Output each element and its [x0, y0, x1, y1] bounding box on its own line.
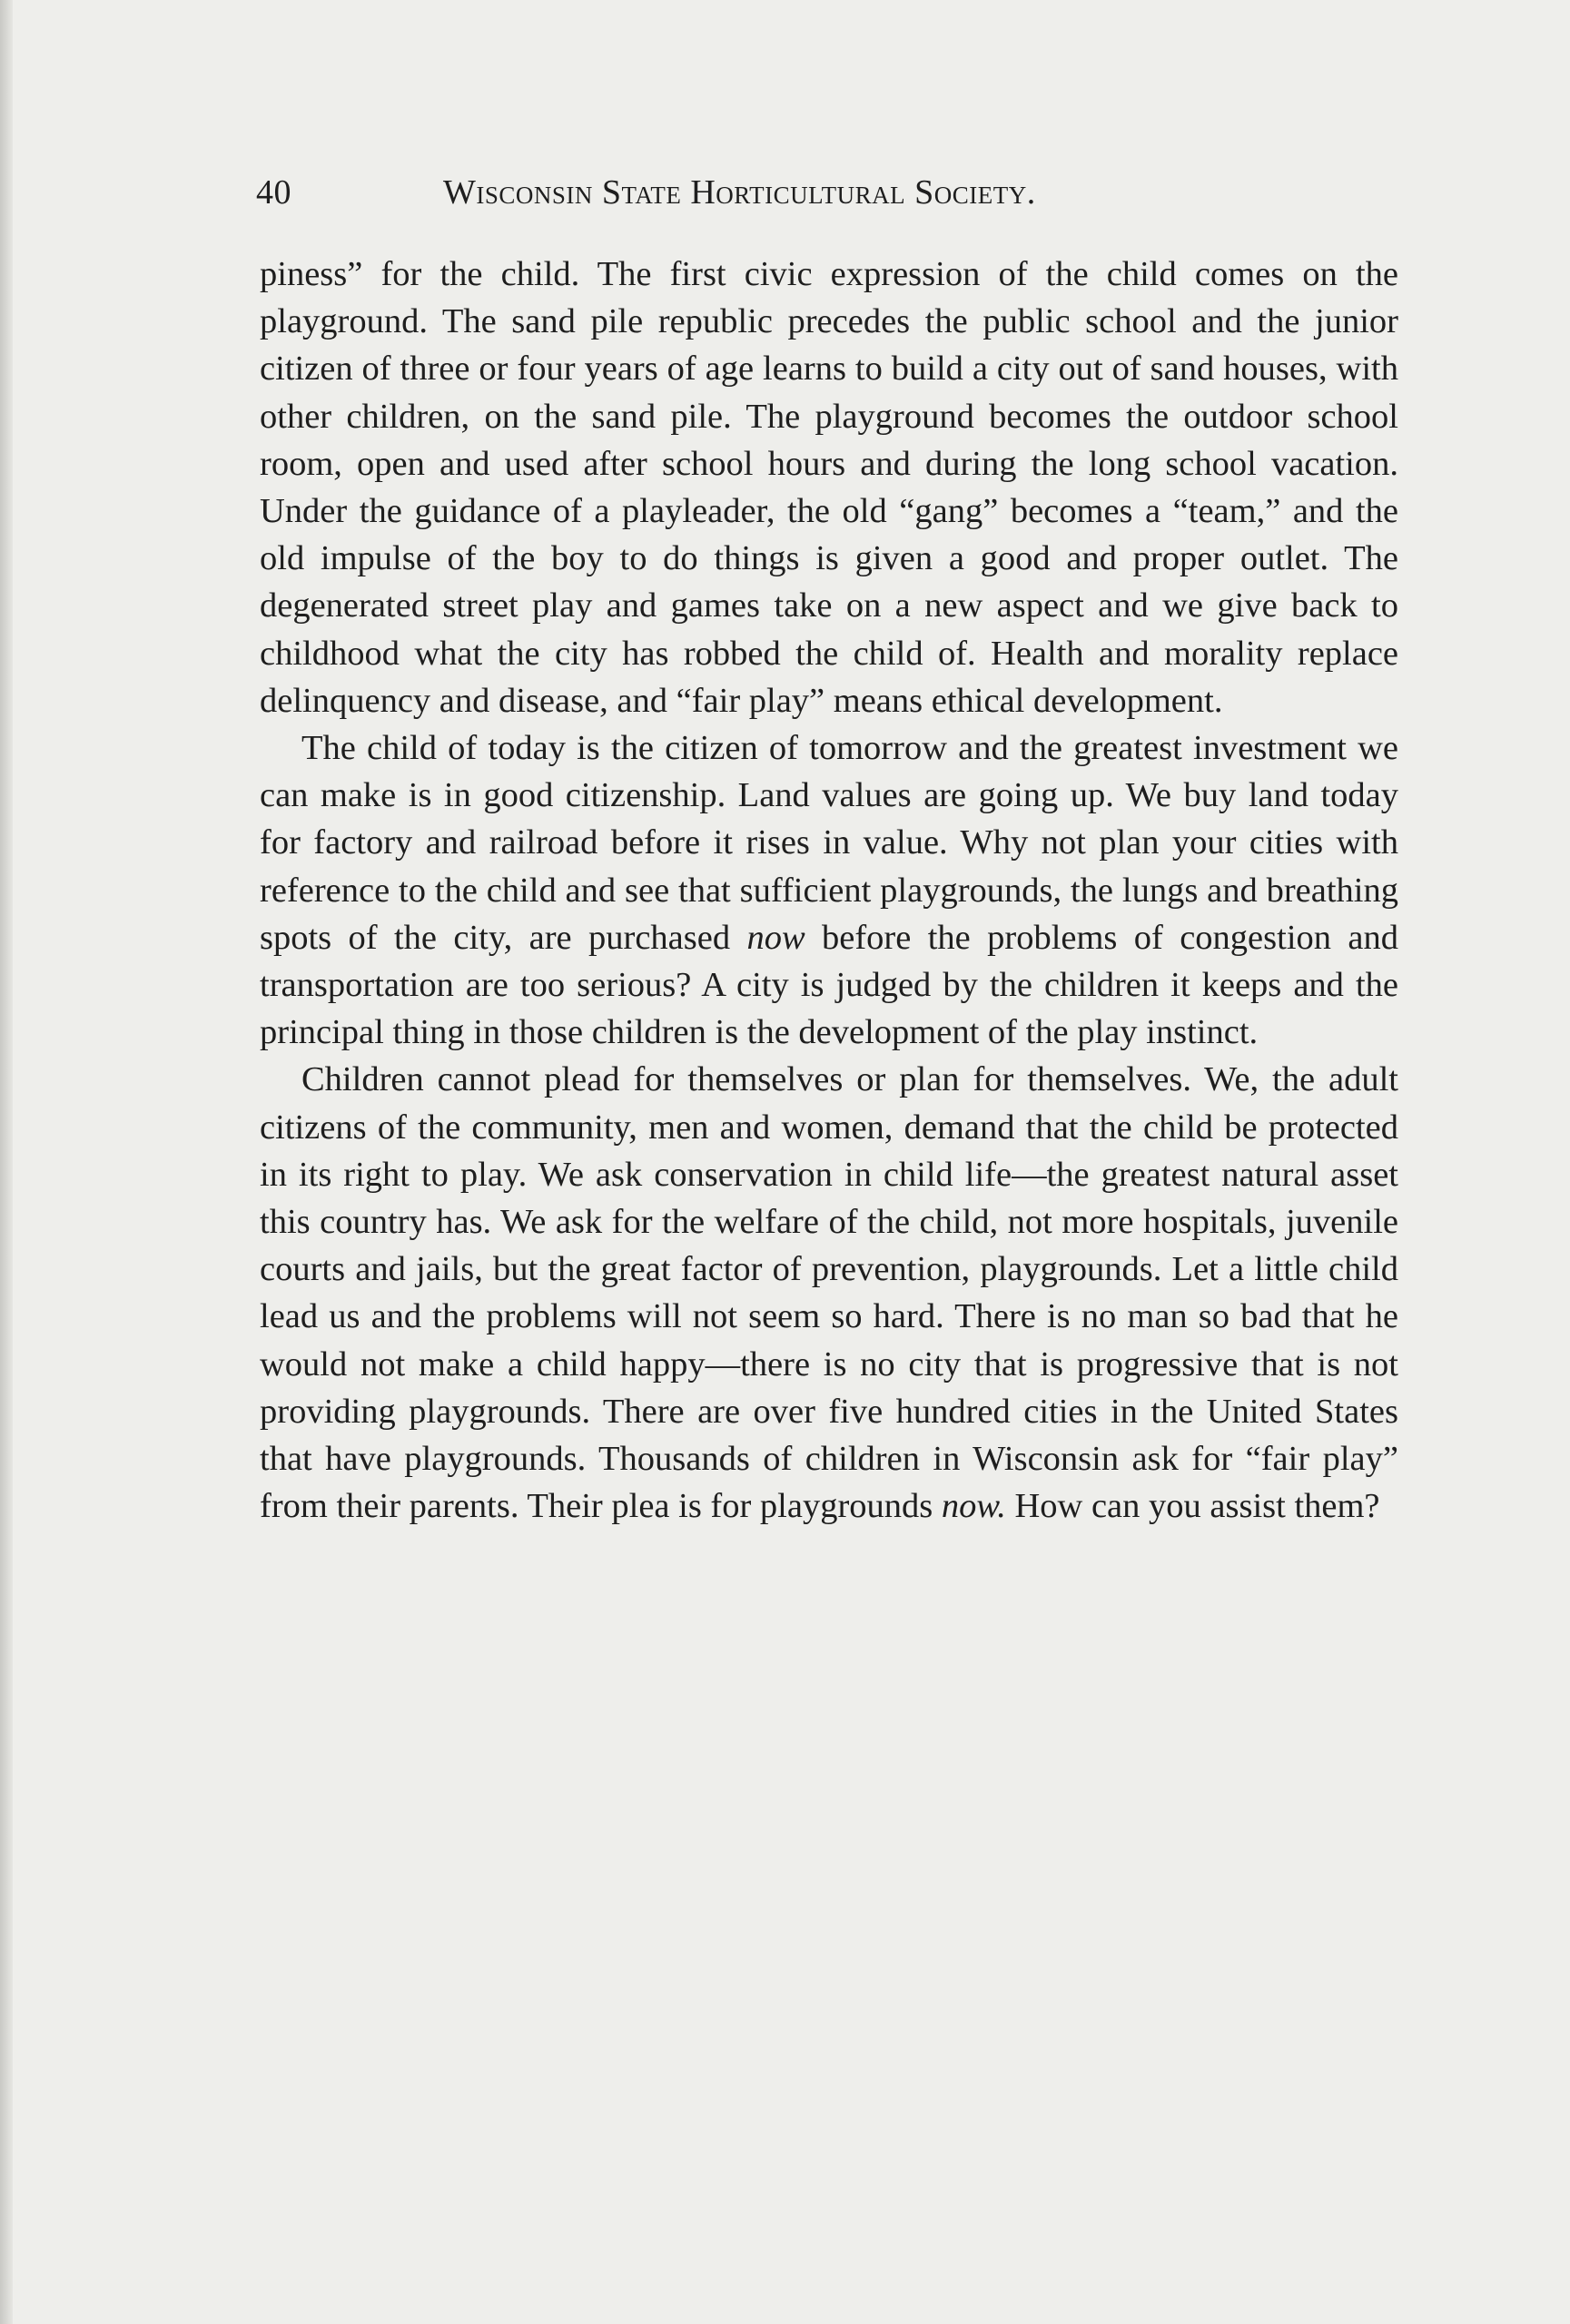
paragraph-2-text-a: The child of today is the citizen of tomorrow and the greatest investment we can make is in good citizenship. Land values are going up. We buy land today for factory and railroad before it rises in value. Why not plan your cities with reference to the child and see that sufficient playgrounds, the lungs and breathing spots of the city, are purchased: [260, 729, 1398, 957]
body-text: [260, 251, 1398, 1530]
running-head: [256, 165, 1239, 220]
paragraph-3-text-a: Children cannot plead for themselves or plan for themselves. We, the adult citizens of the community, men and women, demand that the child be protected in its right to play. We ask conservation in child life—the greatest natural asset this country has. We ask for the welfare of the child, not more hospitals, juvenile courts and jails, but the great factor of prevention, playgrounds. Let a little child lead us and the problems will not seem so hard. There is no man so bad that he would not make a child happy—there is no city that is progressive that is not providing playgrounds. There are over five hundred cities in the United States that have playgrounds. Thousands of children in Wisconsin ask for “fair play” from their parents. Their plea is for playgrounds: [260, 1060, 1398, 1526]
page-edge-shadow: [0, 0, 13, 2324]
paragraph-1: [260, 251, 1398, 724]
emphasis-now-closing: now.: [941, 1487, 1006, 1526]
paragraph-2: [260, 724, 1398, 1056]
page-number: 40: [256, 173, 291, 212]
paragraph-1-text: piness” for the child. The first civic expression of the child comes on the playground. The sand pile republic precedes the public school and the junior citizen of three or four years of age learns to build a city out of sand houses, with other children, on the sand pile. The playground becomes the outdoor school room, open and used after school hours and during the long school vacation. Under the guidance of a playleader, the old “gang” becomes a “team,” and the old impulse of the boy to do things is given a good and proper outlet. The degenerated street play and games take on a new aspect and we give back to childhood what the city has robbed the child of. Health and morality replace delinquency and disease, and “fair play” means ethical development.: [260, 255, 1398, 720]
paragraph-3: [260, 1056, 1398, 1530]
paragraph-3-text-b: How can you assist them?: [1005, 1487, 1380, 1526]
emphasis-now: now: [746, 918, 805, 957]
paragraph-2-text-b: before the problems of congestion and transportation are too serious? A city is judged by the children it keeps and the principal thing in those children is the development of the play instinct.: [260, 918, 1398, 1052]
running-title: Wisconsin State Horticultural Society.: [443, 173, 1036, 212]
